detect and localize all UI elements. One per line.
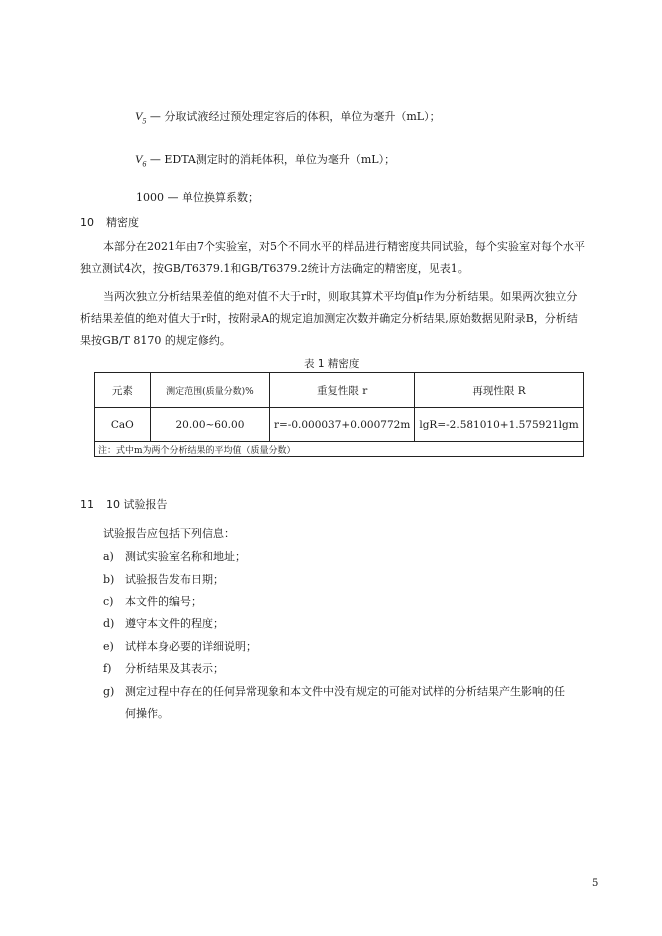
table-cell: 20.00~60.00	[150, 408, 269, 442]
table-header-cell: 重复性限 r	[270, 373, 415, 408]
report-intro: 试验报告应包括下列信息：	[103, 527, 235, 540]
variable-symbol: $V_5$	[135, 109, 147, 126]
table-header-cell: 再现性限 R	[415, 373, 584, 408]
table-note: 注：式中m为两个分析结果的平均值（质量分数）	[95, 442, 584, 457]
list-item: b) 试验报告发布日期；	[103, 573, 224, 586]
table-header-row	[95, 373, 584, 408]
list-item: c) 本文件的编号；	[103, 595, 202, 608]
table-note-row	[95, 442, 584, 457]
section-10-paragraph-2: 当两次独立分析结果差值的绝对值不大于r时，则取其算术平均值μ作为分析结果。如果两次独立分 析结果差值的绝对值大于r时，按附录A的规定追加测定次数并确定分析结果,原始数据见附录B，分析结 果按GB/T 8170 的规定修约。	[80, 290, 578, 347]
variable-def-v5: $V_5$ — 分取试液经过预处理定容后的体积，单位为毫升（mL）；	[135, 109, 441, 126]
list-item: g) 测定过程中存在的任何异常现象和本文件中没有规定的可能对试样的分析结果产生影响的任	[103, 685, 565, 698]
list-item: d) 遵守本文件的程度；	[103, 617, 224, 630]
list-item: a) 测试实验室名称和地址；	[103, 550, 246, 563]
table-cell: lgR=-2.581010+1.575921lgm	[415, 408, 584, 442]
page-number: 5	[592, 878, 599, 889]
variable-def-1000: 1000 — 单位换算系数；	[136, 191, 259, 204]
list-item: f) 分析结果及其表示；	[103, 662, 224, 675]
table-cell: CaO	[95, 408, 151, 442]
list-item-continuation: 何操作。	[125, 707, 169, 720]
variable-symbol: $V_6$	[135, 152, 147, 169]
section-10-paragraph-1: 本部分在2021年由7个实验室，对5个不同水平的样品进行精密度共同试验，每个实验室对每个水平 独立测试4次，按GB/T6379.1和GB/T6379.2统计方法确定的精密度，见表1。	[80, 240, 585, 275]
table-row	[95, 408, 584, 442]
table-caption: 表 1 精密度	[304, 358, 360, 370]
table-header-cell: 测定范围(质量分数)%	[150, 373, 269, 408]
section-11-heading: 11 10 试验报告	[80, 498, 168, 511]
variable-def-v6: $V_6$ — EDTA测定时的消耗体积，单位为毫升（mL）；	[135, 152, 396, 169]
section-10-heading: 10 精密度	[80, 216, 139, 229]
table-cell: r=-0.000037+0.000772m	[270, 408, 415, 442]
table-header-cell: 元素	[95, 373, 151, 408]
precision-table	[94, 372, 584, 457]
list-item: e) 试样本身必要的详细说明；	[103, 640, 257, 653]
